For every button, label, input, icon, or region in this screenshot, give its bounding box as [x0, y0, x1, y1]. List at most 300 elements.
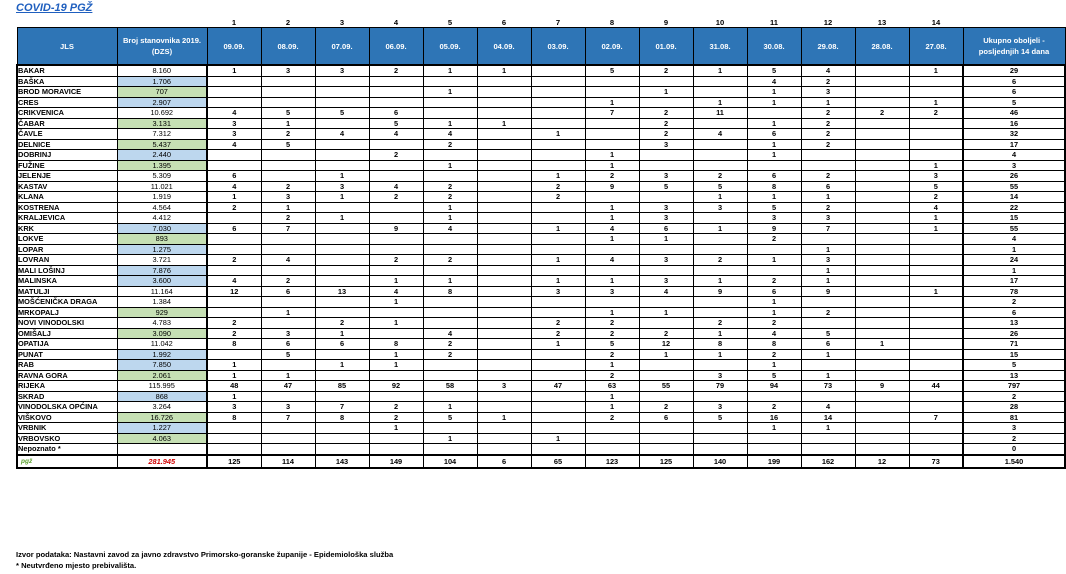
daily-case-count: 1 — [477, 412, 531, 423]
table-row — [17, 108, 1065, 119]
population-value: 11.021 — [117, 181, 207, 192]
daily-case-count: 6 — [801, 339, 855, 350]
date-header: 08.09. — [261, 28, 315, 66]
daily-case-count: 1 — [423, 65, 477, 76]
daily-case-count: 3 — [801, 213, 855, 224]
daily-case-count: 1 — [747, 87, 801, 98]
daily-case-count — [531, 87, 585, 98]
row-total: 13 — [963, 370, 1065, 381]
daily-case-count: 79 — [693, 381, 747, 392]
daily-case-count: 6 — [369, 108, 423, 119]
daily-case-count: 2 — [585, 412, 639, 423]
daily-case-count: 3 — [801, 255, 855, 266]
municipality-name: VRBOVSKO — [17, 433, 117, 444]
daily-case-count: 73 — [801, 381, 855, 392]
daily-case-count — [261, 150, 315, 161]
municipality-name: ČABAR — [17, 118, 117, 129]
daily-case-count: 1 — [423, 87, 477, 98]
daily-case-count: 2 — [369, 65, 423, 76]
daily-case-count — [477, 370, 531, 381]
municipality-name: Nepoznato * — [17, 444, 117, 455]
table-row — [17, 318, 1065, 329]
daily-case-count — [693, 234, 747, 245]
daily-case-count — [909, 255, 963, 266]
table-row — [17, 423, 1065, 434]
daily-case-count — [207, 160, 261, 171]
daily-case-count: 9 — [693, 286, 747, 297]
table-row — [17, 65, 1065, 76]
daily-case-count — [369, 433, 423, 444]
daily-case-count — [855, 160, 909, 171]
daily-case-count: 1 — [369, 318, 423, 329]
daily-case-count: 1 — [423, 276, 477, 287]
row-total: 22 — [963, 202, 1065, 213]
daily-case-count — [747, 391, 801, 402]
daily-case-count — [531, 139, 585, 150]
daily-case-count: 3 — [207, 118, 261, 129]
daily-case-count — [423, 307, 477, 318]
daily-case-count: 1 — [585, 307, 639, 318]
report-title: COVID-19 PGŽ — [16, 2, 93, 14]
daily-case-count: 2 — [639, 402, 693, 413]
daily-case-count — [855, 244, 909, 255]
daily-case-count — [693, 139, 747, 150]
table-row — [17, 391, 1065, 402]
daily-case-count — [855, 412, 909, 423]
daily-case-count: 5 — [315, 108, 369, 119]
municipality-name: LOKVE — [17, 234, 117, 245]
daily-case-count: 5 — [693, 181, 747, 192]
daily-case-count — [261, 318, 315, 329]
daily-case-count — [477, 129, 531, 140]
daily-case-count: 1 — [315, 171, 369, 182]
daily-total: 114 — [261, 455, 315, 468]
daily-case-count: 1 — [855, 339, 909, 350]
daily-case-count: 6 — [747, 286, 801, 297]
row-total: 3 — [963, 423, 1065, 434]
daily-case-count: 1 — [909, 223, 963, 234]
daily-case-count: 1 — [423, 118, 477, 129]
daily-case-count: 1 — [747, 360, 801, 371]
daily-case-count — [855, 433, 909, 444]
day-number: 14 — [931, 17, 941, 27]
daily-case-count: 2 — [207, 202, 261, 213]
daily-case-count — [801, 234, 855, 245]
daily-case-count — [693, 297, 747, 308]
daily-case-count: 3 — [639, 276, 693, 287]
daily-case-count: 2 — [693, 318, 747, 329]
table-row — [17, 433, 1065, 444]
population-value — [117, 444, 207, 455]
daily-case-count: 9 — [747, 223, 801, 234]
row-total: 14 — [963, 192, 1065, 203]
daily-case-count — [693, 150, 747, 161]
daily-case-count: 4 — [261, 255, 315, 266]
daily-case-count: 4 — [747, 328, 801, 339]
daily-case-count: 1 — [801, 423, 855, 434]
population-value: 4.783 — [117, 318, 207, 329]
daily-case-count: 1 — [207, 360, 261, 371]
daily-case-count — [909, 360, 963, 371]
daily-case-count — [639, 150, 693, 161]
day-number: 11 — [769, 17, 779, 27]
daily-case-count — [855, 265, 909, 276]
daily-case-count — [477, 234, 531, 245]
daily-case-count — [531, 97, 585, 108]
daily-case-count — [585, 139, 639, 150]
daily-case-count: 3 — [585, 286, 639, 297]
daily-case-count — [855, 171, 909, 182]
population-value: 3.090 — [117, 328, 207, 339]
daily-case-count: 8 — [747, 181, 801, 192]
municipality-name: LOVRAN — [17, 255, 117, 266]
daily-case-count — [261, 234, 315, 245]
day-number: 8 — [609, 17, 615, 27]
municipality-name: DOBRINJ — [17, 150, 117, 161]
daily-case-count: 1 — [693, 97, 747, 108]
daily-case-count: 13 — [315, 286, 369, 297]
daily-case-count — [207, 87, 261, 98]
daily-case-count — [477, 318, 531, 329]
daily-case-count: 2 — [585, 349, 639, 360]
row-total: 5 — [963, 97, 1065, 108]
municipality-name: RAVNA GORA — [17, 370, 117, 381]
daily-case-count — [693, 265, 747, 276]
daily-case-count — [477, 307, 531, 318]
daily-case-count — [855, 202, 909, 213]
table-row — [17, 276, 1065, 287]
daily-case-count — [639, 444, 693, 455]
daily-case-count: 2 — [207, 318, 261, 329]
daily-case-count — [477, 276, 531, 287]
daily-case-count — [261, 265, 315, 276]
municipality-name: KRALJEVICA — [17, 213, 117, 224]
population-value: 2.061 — [117, 370, 207, 381]
daily-case-count: 5 — [801, 328, 855, 339]
daily-case-count — [693, 244, 747, 255]
daily-case-count: 9 — [585, 181, 639, 192]
daily-case-count: 2 — [801, 307, 855, 318]
daily-case-count — [693, 160, 747, 171]
daily-case-count — [531, 307, 585, 318]
daily-case-count: 92 — [369, 381, 423, 392]
population-value: 11.164 — [117, 286, 207, 297]
municipality-name: NOVI VINODOLSKI — [17, 318, 117, 329]
municipality-name: MALI LOŠINJ — [17, 265, 117, 276]
municipality-name: CRES — [17, 97, 117, 108]
daily-case-count — [315, 265, 369, 276]
daily-case-count: 7 — [315, 402, 369, 413]
daily-case-count: 1 — [801, 276, 855, 287]
daily-case-count: 5 — [261, 139, 315, 150]
daily-case-count: 8 — [207, 412, 261, 423]
footnote: * Neutvrđeno mjesto prebivališta. — [16, 561, 137, 570]
date-header: 29.08. — [801, 28, 855, 66]
pgz-label: pgž — [17, 455, 117, 468]
table-row — [17, 265, 1065, 276]
daily-case-count: 4 — [423, 223, 477, 234]
daily-case-count — [855, 192, 909, 203]
daily-case-count: 1 — [801, 244, 855, 255]
daily-case-count: 3 — [909, 171, 963, 182]
day-number: 3 — [339, 17, 345, 27]
row-total: 29 — [963, 65, 1065, 76]
daily-case-count — [747, 160, 801, 171]
daily-case-count: 3 — [261, 328, 315, 339]
municipality-name: CRIKVENICA — [17, 108, 117, 119]
row-total: 55 — [963, 223, 1065, 234]
daily-case-count: 4 — [585, 223, 639, 234]
daily-case-count: 1 — [531, 223, 585, 234]
population-value: 4.063 — [117, 433, 207, 444]
grand-total: 1.540 — [963, 455, 1065, 468]
daily-case-count: 2 — [801, 118, 855, 129]
daily-case-count — [423, 370, 477, 381]
daily-case-count: 1 — [693, 65, 747, 76]
daily-case-count — [639, 360, 693, 371]
daily-case-count: 1 — [639, 349, 693, 360]
daily-case-count: 3 — [531, 286, 585, 297]
table-row — [17, 150, 1065, 161]
daily-case-count — [909, 339, 963, 350]
daily-case-count — [909, 402, 963, 413]
daily-case-count: 2 — [639, 108, 693, 119]
daily-case-count — [747, 244, 801, 255]
daily-case-count: 1 — [801, 265, 855, 276]
table-row — [17, 118, 1065, 129]
daily-case-count: 6 — [261, 339, 315, 350]
daily-case-count: 4 — [747, 76, 801, 87]
daily-case-count — [585, 192, 639, 203]
daily-case-count: 1 — [369, 360, 423, 371]
daily-case-count — [315, 276, 369, 287]
row-total: 6 — [963, 307, 1065, 318]
daily-case-count — [531, 297, 585, 308]
daily-case-count: 3 — [639, 202, 693, 213]
row-total: 2 — [963, 433, 1065, 444]
municipality-name: VRBNIK — [17, 423, 117, 434]
daily-case-count: 3 — [693, 202, 747, 213]
daily-case-count: 2 — [261, 129, 315, 140]
daily-case-count — [369, 370, 423, 381]
daily-case-count — [477, 202, 531, 213]
daily-case-count: 3 — [639, 213, 693, 224]
daily-case-count: 1 — [261, 307, 315, 318]
daily-case-count — [531, 349, 585, 360]
daily-case-count — [747, 444, 801, 455]
daily-case-count — [909, 423, 963, 434]
daily-case-count: 4 — [801, 65, 855, 76]
daily-case-count: 4 — [639, 286, 693, 297]
daily-case-count: 1 — [693, 223, 747, 234]
daily-case-count: 1 — [315, 192, 369, 203]
table-row — [17, 87, 1065, 98]
daily-case-count — [693, 423, 747, 434]
daily-case-count — [207, 244, 261, 255]
daily-case-count: 4 — [909, 202, 963, 213]
daily-case-count: 1 — [585, 391, 639, 402]
daily-case-count — [369, 87, 423, 98]
daily-case-count — [261, 444, 315, 455]
daily-case-count: 1 — [315, 213, 369, 224]
daily-case-count — [315, 202, 369, 213]
population-value: 4.412 — [117, 213, 207, 224]
daily-case-count: 16 — [747, 412, 801, 423]
row-total: 71 — [963, 339, 1065, 350]
daily-case-count — [369, 391, 423, 402]
daily-case-count: 2 — [801, 171, 855, 182]
daily-case-count: 1 — [909, 286, 963, 297]
daily-case-count: 6 — [801, 181, 855, 192]
daily-case-count: 1 — [585, 202, 639, 213]
daily-case-count — [477, 286, 531, 297]
row-total: 5 — [963, 360, 1065, 371]
daily-case-count: 5 — [585, 339, 639, 350]
table-row — [17, 286, 1065, 297]
table-row — [17, 171, 1065, 182]
daily-case-count: 4 — [207, 108, 261, 119]
daily-case-count: 2 — [585, 171, 639, 182]
municipality-name: MATULJI — [17, 286, 117, 297]
daily-case-count — [531, 234, 585, 245]
daily-case-count — [585, 118, 639, 129]
table-row — [17, 160, 1065, 171]
daily-case-count: 5 — [909, 181, 963, 192]
daily-case-count — [909, 129, 963, 140]
daily-case-count — [477, 76, 531, 87]
daily-case-count: 4 — [801, 402, 855, 413]
row-total: 1 — [963, 265, 1065, 276]
daily-case-count — [369, 97, 423, 108]
daily-total: 162 — [801, 455, 855, 468]
daily-case-count — [747, 433, 801, 444]
date-header: 05.09. — [423, 28, 477, 66]
daily-case-count — [909, 297, 963, 308]
daily-case-count: 5 — [585, 65, 639, 76]
daily-case-count — [369, 160, 423, 171]
daily-total: 65 — [531, 455, 585, 468]
daily-case-count — [315, 255, 369, 266]
daily-case-count — [477, 328, 531, 339]
daily-case-count: 12 — [207, 286, 261, 297]
daily-case-count: 1 — [909, 213, 963, 224]
population-value: 3.264 — [117, 402, 207, 413]
daily-case-count — [369, 234, 423, 245]
daily-case-count: 2 — [369, 255, 423, 266]
daily-case-count: 1 — [747, 150, 801, 161]
daily-case-count — [207, 150, 261, 161]
table-row — [17, 307, 1065, 318]
daily-case-count: 1 — [747, 139, 801, 150]
daily-case-count — [909, 328, 963, 339]
daily-case-count — [909, 76, 963, 87]
daily-case-count: 4 — [207, 276, 261, 287]
daily-case-count — [909, 139, 963, 150]
table-row — [17, 213, 1065, 224]
daily-case-count — [855, 150, 909, 161]
daily-case-count: 2 — [531, 328, 585, 339]
table-row — [17, 402, 1065, 413]
day-number: 6 — [501, 17, 507, 27]
daily-case-count — [855, 213, 909, 224]
daily-case-count — [531, 412, 585, 423]
daily-case-count — [909, 234, 963, 245]
daily-case-count — [585, 433, 639, 444]
daily-case-count — [261, 423, 315, 434]
daily-case-count: 3 — [207, 129, 261, 140]
daily-case-count — [855, 118, 909, 129]
daily-case-count: 2 — [801, 139, 855, 150]
daily-case-count — [261, 160, 315, 171]
daily-case-count: 4 — [315, 129, 369, 140]
municipality-name: ČAVLE — [17, 129, 117, 140]
daily-case-count: 2 — [423, 255, 477, 266]
municipality-name: OMIŠALJ — [17, 328, 117, 339]
daily-case-count: 1 — [747, 118, 801, 129]
daily-case-count: 2 — [315, 318, 369, 329]
daily-case-count — [423, 150, 477, 161]
daily-case-count — [315, 234, 369, 245]
daily-case-count: 4 — [369, 129, 423, 140]
daily-case-count — [693, 213, 747, 224]
municipality-name: FUŽINE — [17, 160, 117, 171]
row-total: 17 — [963, 276, 1065, 287]
spacer-cell — [963, 15, 1065, 28]
daily-case-count — [369, 213, 423, 224]
day-number: 4 — [393, 17, 399, 27]
population-value: 2.907 — [117, 97, 207, 108]
daily-case-count — [909, 118, 963, 129]
daily-case-count: 1 — [801, 97, 855, 108]
daily-case-count: 4 — [207, 181, 261, 192]
table-row — [17, 139, 1065, 150]
daily-case-count — [315, 223, 369, 234]
daily-case-count — [531, 76, 585, 87]
daily-case-count: 6 — [315, 339, 369, 350]
daily-case-count: 5 — [747, 202, 801, 213]
daily-case-count — [315, 244, 369, 255]
daily-case-count: 5 — [261, 108, 315, 119]
daily-case-count: 3 — [261, 192, 315, 203]
daily-case-count — [693, 391, 747, 402]
daily-case-count: 8 — [693, 339, 747, 350]
daily-case-count — [585, 297, 639, 308]
daily-case-count: 2 — [639, 65, 693, 76]
daily-case-count — [909, 87, 963, 98]
table-row — [17, 76, 1065, 87]
table-row — [17, 297, 1065, 308]
daily-case-count: 1 — [423, 213, 477, 224]
daily-case-count — [639, 76, 693, 87]
daily-case-count — [855, 76, 909, 87]
daily-case-count: 3 — [315, 181, 369, 192]
row-total: 81 — [963, 412, 1065, 423]
daily-case-count — [315, 97, 369, 108]
daily-case-count: 1 — [423, 202, 477, 213]
daily-case-count: 1 — [693, 328, 747, 339]
municipality-name: BAŠKA — [17, 76, 117, 87]
daily-case-count — [477, 160, 531, 171]
daily-total: 6 — [477, 455, 531, 468]
daily-case-count: 2 — [693, 171, 747, 182]
row-total: 6 — [963, 76, 1065, 87]
daily-case-count — [531, 65, 585, 76]
totals-row — [17, 455, 1065, 468]
daily-case-count: 1 — [531, 339, 585, 350]
daily-case-count: 2 — [639, 118, 693, 129]
daily-case-count: 5 — [747, 65, 801, 76]
daily-case-count: 1 — [369, 349, 423, 360]
